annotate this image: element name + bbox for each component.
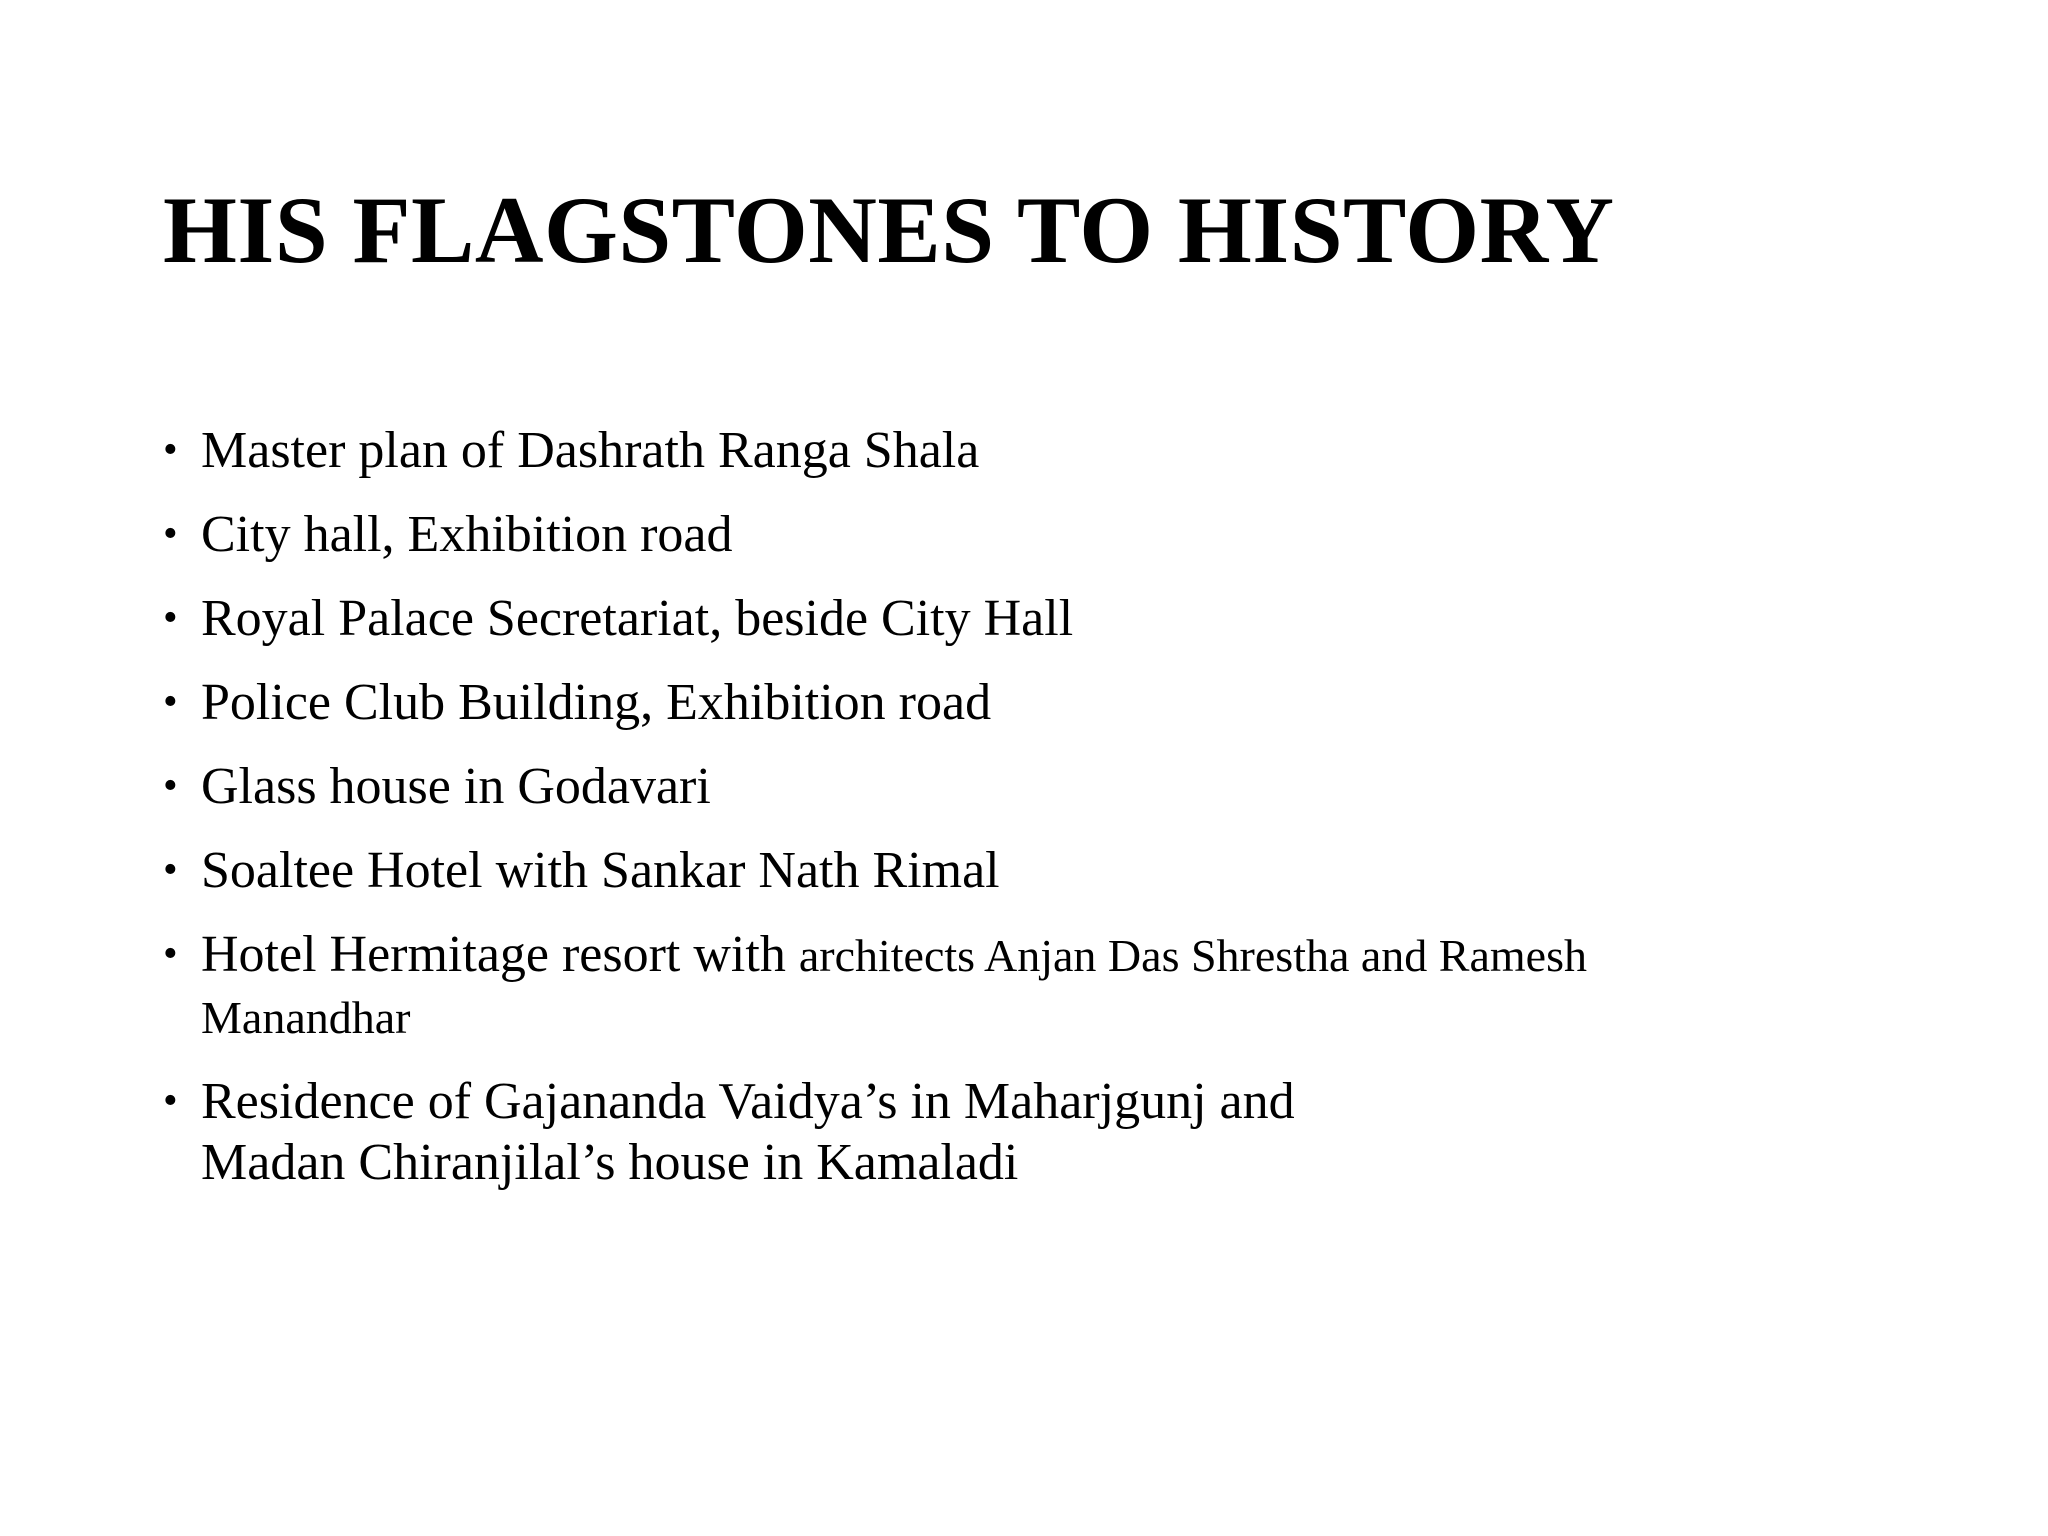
list-item-line: Residence of Gajananda Vaidya’s in Maharjgunj and xyxy=(201,1073,1295,1130)
list-item xyxy=(163,588,1763,649)
list-item-line: Madan Chiranjilal’s house in Kamaladi xyxy=(201,1134,1019,1191)
bullet-icon: • xyxy=(163,427,178,473)
bullet-list xyxy=(163,420,1763,1216)
bullet-icon: • xyxy=(163,1078,178,1124)
bullet-icon: • xyxy=(163,511,178,557)
bullet-icon: • xyxy=(163,595,178,641)
list-item xyxy=(163,924,1763,1048)
list-item xyxy=(163,756,1763,817)
slide-title: HIS FLAGSTONES TO HISTORY xyxy=(163,177,1615,283)
list-item xyxy=(163,672,1763,733)
list-item-text: Master plan of Dashrath Ranga Shala xyxy=(201,422,980,479)
bullet-icon: • xyxy=(163,931,178,977)
list-item-text-part: Hotel Hermitage resort with xyxy=(201,926,799,983)
list-item-text-part: architects Anjan Das Shrestha and Ramesh Manandhar xyxy=(201,930,1588,1043)
bullet-icon: • xyxy=(163,763,178,809)
list-item-text xyxy=(201,924,1763,1048)
bullet-icon: • xyxy=(163,679,178,725)
list-item-text: Soaltee Hotel with Sankar Nath Rimal xyxy=(201,842,1000,899)
list-item-text: Royal Palace Secretariat, beside City Hall xyxy=(201,590,1074,647)
list-item-text: Glass house in Godavari xyxy=(201,758,711,815)
bullet-icon: • xyxy=(163,847,178,893)
list-item-text: City hall, Exhibition road xyxy=(201,506,733,563)
list-item-text xyxy=(201,1071,1763,1193)
list-item xyxy=(163,1071,1763,1193)
list-item xyxy=(163,420,1763,481)
list-item xyxy=(163,840,1763,901)
list-item xyxy=(163,504,1763,565)
list-item-text: Police Club Building, Exhibition road xyxy=(201,674,992,731)
